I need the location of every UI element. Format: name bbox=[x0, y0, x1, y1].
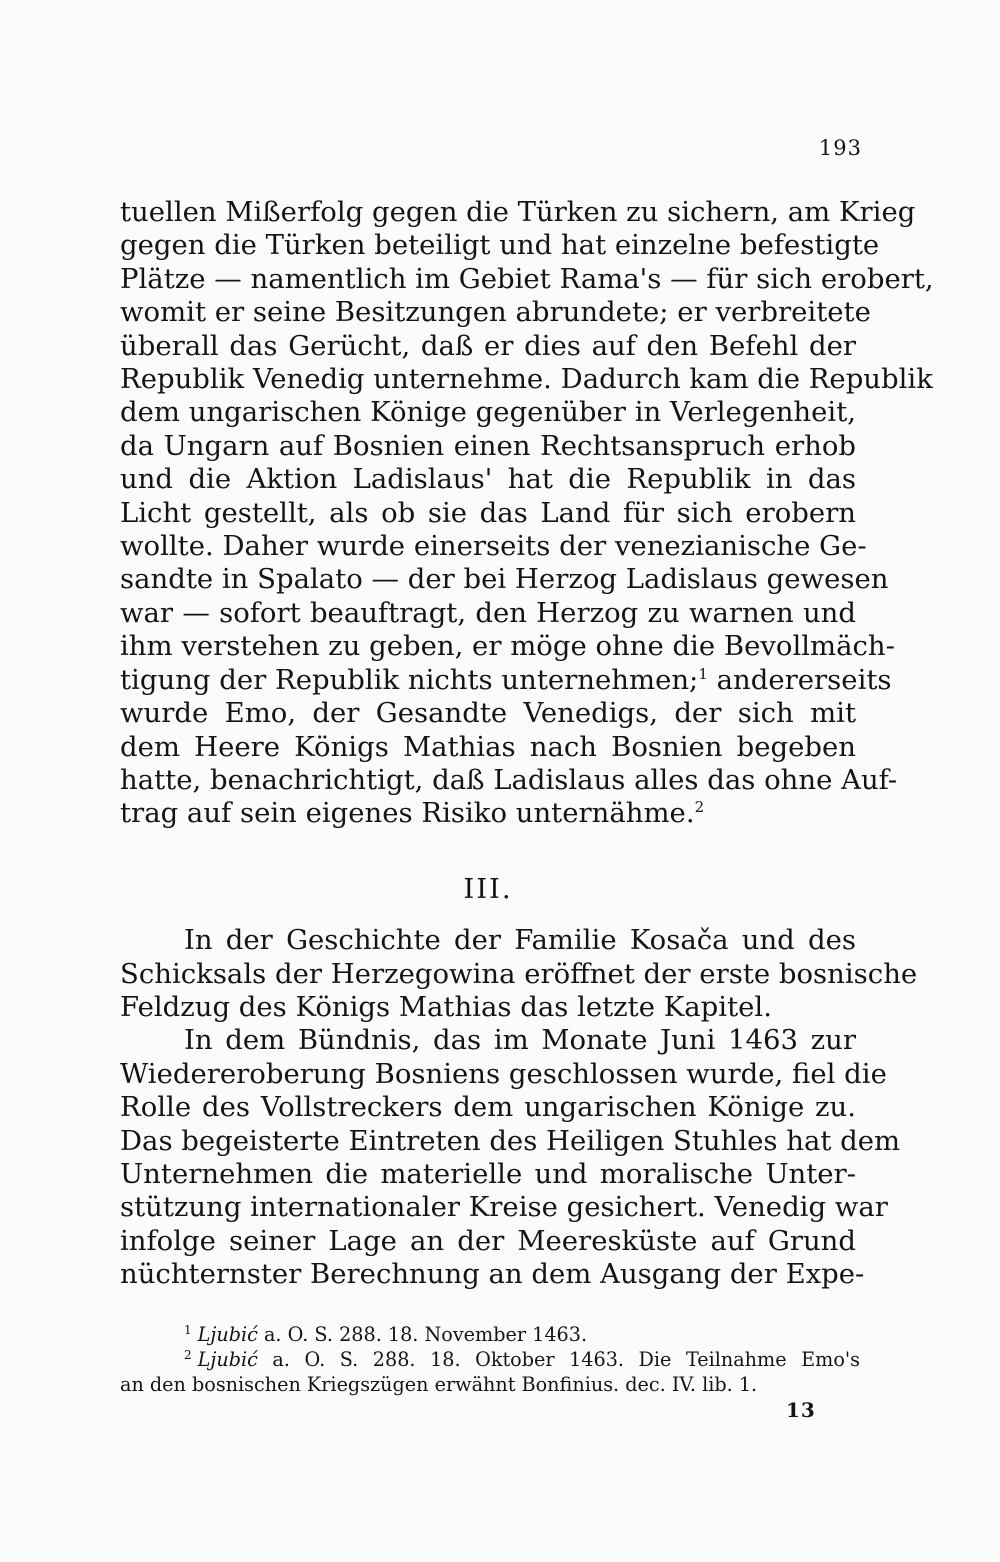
text-line: wollte. Daher wurde einerseits der venezianische Ge- bbox=[120, 530, 867, 563]
text-line: Unternehmen die materielle und moralische Unter- bbox=[120, 1157, 856, 1190]
text-line: Wiedereroberung Bosniens geschlossen wurde, fiel die bbox=[120, 1057, 887, 1090]
footnote-1 bbox=[120, 1322, 860, 1347]
text-line: ihm verstehen zu geben, er möge ohne die Bevollmäch- bbox=[120, 630, 895, 663]
text-line: In dem Bündnis, das im Monate Juni 1463 zur bbox=[184, 1024, 856, 1057]
text-line: infolge seiner Lage an der Meeresküste auf Grund bbox=[120, 1224, 856, 1257]
text-line: war — sofort beauftragt, den Herzog zu warnen und bbox=[120, 596, 856, 629]
signature-mark: 13 bbox=[786, 1398, 816, 1422]
text-line: stützung internationaler Kreise gesichert. Venedig war bbox=[120, 1191, 888, 1224]
text-segment: tigung der Republik nichts unternehmen; bbox=[120, 663, 699, 696]
footnote-reference: 2 bbox=[694, 798, 705, 817]
footnote-reference: 1 bbox=[698, 664, 708, 683]
text-line: gegen die Türken beteiligt und hat einzelne befestigte bbox=[120, 229, 880, 262]
footnote-2-continuation: an den bosnischen Kriegszügen erwähnt Bonfinius. dec. IV. lib. 1. bbox=[120, 1373, 758, 1396]
footnotes bbox=[120, 1322, 860, 1397]
text-line: Rolle des Vollstreckers dem ungarischen Könige zu. bbox=[120, 1091, 856, 1124]
text-line: Plätze — namentlich im Gebiet Rama's — für sich erobert, bbox=[120, 262, 934, 295]
section-heading: III. bbox=[463, 872, 513, 905]
text-line: tuellen Mißerfolg gegen die Türken zu sichern, am Krieg bbox=[120, 196, 916, 228]
text-line: und die Aktion Ladislaus' hat die Republik in das bbox=[120, 463, 856, 496]
text-segment: andererseits bbox=[716, 663, 892, 696]
text-line: da Ungarn auf Bosnien einen Rechtsanspruch erhob bbox=[120, 429, 856, 462]
text-line: In der Geschichte der Familie Kosača und des bbox=[184, 924, 856, 957]
text-line: Das begeisterte Eintreten des Heiligen Stuhles hat dem bbox=[120, 1124, 901, 1157]
text-line bbox=[120, 663, 892, 697]
footnote-mark: 2 bbox=[184, 1347, 192, 1362]
text-line: Licht gestellt, als ob sie das Land für sich erobern bbox=[120, 496, 856, 529]
text-line: hatte, benachrichtigt, daß Ladislaus alles das ohne Auf- bbox=[120, 763, 898, 796]
footnote-text: a. O. S. 288. 18. November 1463. bbox=[263, 1323, 588, 1346]
page-number: 193 bbox=[818, 136, 862, 160]
text-line: womit er seine Besitzungen abrundete; er verbreitete bbox=[120, 296, 871, 329]
text-line: nüchternster Berechnung an dem Ausgang der Expe- bbox=[120, 1258, 865, 1291]
footnote-2 bbox=[120, 1347, 860, 1372]
footnote-text: a. O. S. 288. 18. Oktober 1463. Die Teilnahme Emo's bbox=[272, 1348, 860, 1371]
text-line bbox=[120, 797, 856, 830]
main-text bbox=[120, 196, 934, 1292]
text-line: Schicksals der Herzegowina eröffnet der erste bosnische bbox=[120, 957, 918, 990]
text-segment: trag auf sein eigenes Risiko unternähme. bbox=[120, 797, 695, 830]
text-line: überall das Gerücht, daß er dies auf den Befehl der bbox=[120, 329, 856, 362]
text-line: dem ungarischen Könige gegenüber in Verlegenheit, bbox=[120, 396, 856, 429]
text-line: wurde Emo, der Gesandte Venedigs, der sich mit bbox=[120, 697, 856, 730]
footnote-author: Ljubić bbox=[197, 1348, 258, 1371]
text-line: Feldzug des Königs Mathias das letzte Kapitel. bbox=[120, 990, 772, 1023]
text-line: sandte in Spalato — der bei Herzog Ladislaus gewesen bbox=[120, 563, 889, 596]
text-line: dem Heere Königs Mathias nach Bosnien begeben bbox=[120, 730, 856, 763]
footnote-author: Ljubić bbox=[197, 1323, 258, 1346]
text-line: Republik Venedig unternehme. Dadurch kam die Republik bbox=[120, 363, 933, 396]
footnote-mark: 1 bbox=[184, 1322, 192, 1337]
